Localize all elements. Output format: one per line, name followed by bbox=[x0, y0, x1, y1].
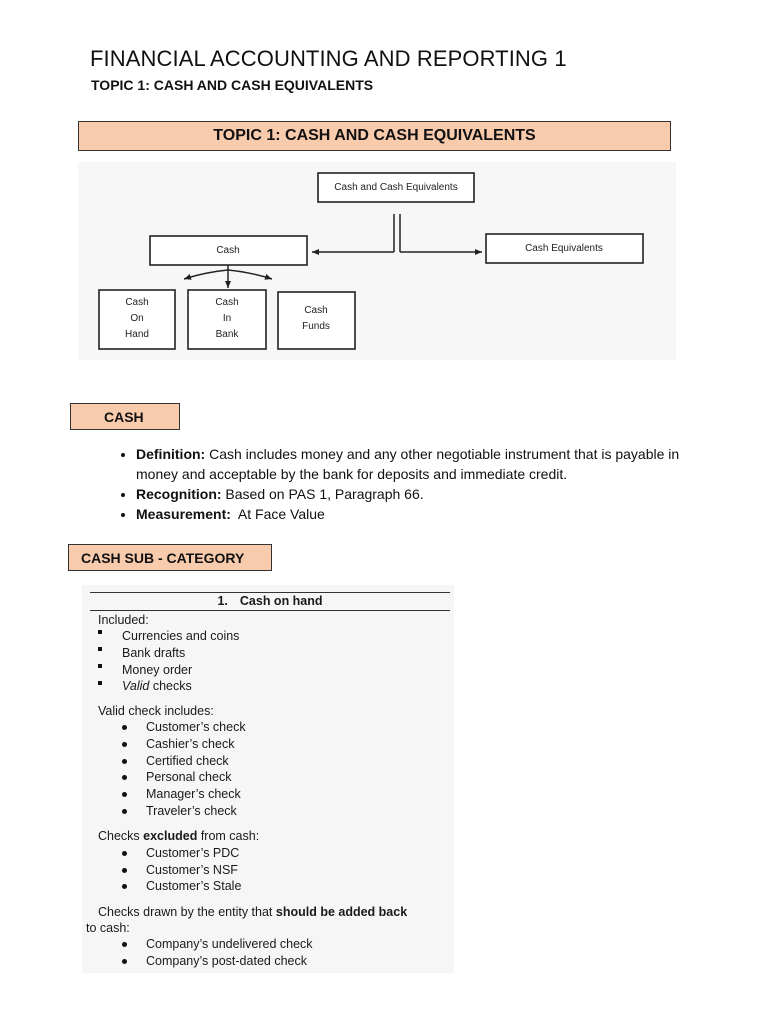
round-bullet-icon bbox=[122, 942, 127, 947]
round-bullet-icon bbox=[122, 959, 127, 964]
list-item: Bank drafts bbox=[122, 646, 186, 660]
cash-definition-list bbox=[110, 444, 690, 524]
square-bullet-icon bbox=[98, 664, 102, 668]
cash-on-hand-number: 1. bbox=[217, 594, 228, 608]
diagram-child-label: Cash bbox=[215, 297, 239, 308]
list-item: Valid checks bbox=[122, 679, 192, 693]
cash-on-hand-panel bbox=[82, 585, 454, 973]
list-item: Money order bbox=[122, 663, 193, 677]
square-bullet-icon bbox=[98, 630, 102, 634]
diagram-child-label: Cash bbox=[125, 297, 149, 308]
round-bullet-icon bbox=[122, 884, 127, 889]
definition-text: Cash includes money and any other negotiable instrument that is payable in money and acceptable by the bank for deposits and immediate credit. bbox=[136, 446, 680, 482]
list-item: Personal check bbox=[146, 770, 232, 784]
round-bullet-icon bbox=[122, 759, 127, 764]
diagram-child-label: Cash bbox=[304, 305, 328, 316]
round-bullet-icon bbox=[122, 775, 127, 780]
cash-on-hand-heading bbox=[90, 592, 450, 611]
diagram-child-label: In bbox=[222, 313, 232, 324]
valid-check-label: Valid check includes: bbox=[98, 704, 214, 718]
diagram-child-label: On bbox=[130, 313, 144, 324]
list-item: Cashier’s check bbox=[146, 737, 235, 751]
list-item: Company’s post-dated check bbox=[146, 954, 307, 968]
definition-label: Definition: bbox=[136, 446, 206, 462]
list-item: Customer’s check bbox=[146, 720, 246, 734]
diagram-arrow-branch bbox=[228, 270, 272, 279]
square-bullet-icon bbox=[98, 681, 102, 685]
list-item bbox=[136, 444, 690, 484]
diagram-arrow-branch bbox=[184, 270, 228, 279]
cash-section-heading: CASH bbox=[70, 403, 180, 430]
recognition-text: Based on PAS 1, Paragraph 66. bbox=[221, 486, 424, 502]
diagram-child-label: Bank bbox=[215, 329, 239, 340]
add-back-label: Checks drawn by the entity that should be added back bbox=[98, 905, 408, 919]
round-bullet-icon bbox=[122, 851, 127, 856]
square-bullet-icon bbox=[98, 647, 102, 651]
list-item: Currencies and coins bbox=[122, 629, 240, 643]
valid-emphasis: Valid bbox=[122, 679, 150, 693]
excluded-label: Checks excluded from cash: bbox=[98, 829, 260, 843]
diagram-child-label: Hand bbox=[125, 329, 149, 340]
list-item: Traveler’s check bbox=[146, 804, 237, 818]
add-back-label-continued: to cash: bbox=[86, 921, 130, 935]
diagram-child-label: Funds bbox=[302, 321, 330, 332]
round-bullet-icon bbox=[122, 868, 127, 873]
cash-subcategory-heading: CASH SUB - CATEGORY bbox=[68, 544, 272, 571]
list-item: Company’s undelivered check bbox=[146, 937, 313, 951]
cash-hierarchy-diagram bbox=[78, 162, 676, 360]
diagram-cash-equivalents-label: Cash Equivalents bbox=[525, 243, 603, 254]
document-subtitle: TOPIC 1: CASH AND CASH EQUIVALENTS bbox=[91, 77, 374, 93]
list-item: Customer’s NSF bbox=[146, 863, 238, 877]
included-label: Included: bbox=[98, 613, 149, 627]
cash-on-hand-title: Cash on hand bbox=[239, 594, 323, 608]
diagram-cash-label: Cash bbox=[216, 245, 240, 256]
measurement-label: Measurement: bbox=[136, 506, 231, 522]
document-title: FINANCIAL ACCOUNTING AND REPORTING 1 bbox=[90, 46, 567, 71]
measurement-text: At Face Value bbox=[230, 506, 325, 522]
round-bullet-icon bbox=[122, 742, 127, 747]
topic-banner: TOPIC 1: CASH AND CASH EQUIVALENTS bbox=[78, 121, 671, 151]
list-item: Customer’s Stale bbox=[146, 879, 242, 893]
list-item: Certified check bbox=[146, 754, 229, 768]
round-bullet-icon bbox=[122, 725, 127, 730]
list-item: Customer’s PDC bbox=[146, 846, 240, 860]
list-item bbox=[136, 504, 690, 524]
list-item: Manager’s check bbox=[146, 787, 241, 801]
round-bullet-icon bbox=[122, 809, 127, 814]
diagram-svg bbox=[78, 162, 676, 360]
list-item bbox=[136, 484, 690, 504]
recognition-label: Recognition: bbox=[136, 486, 222, 502]
diagram-root-label: Cash and Cash Equivalents bbox=[334, 182, 458, 193]
round-bullet-icon bbox=[122, 792, 127, 797]
